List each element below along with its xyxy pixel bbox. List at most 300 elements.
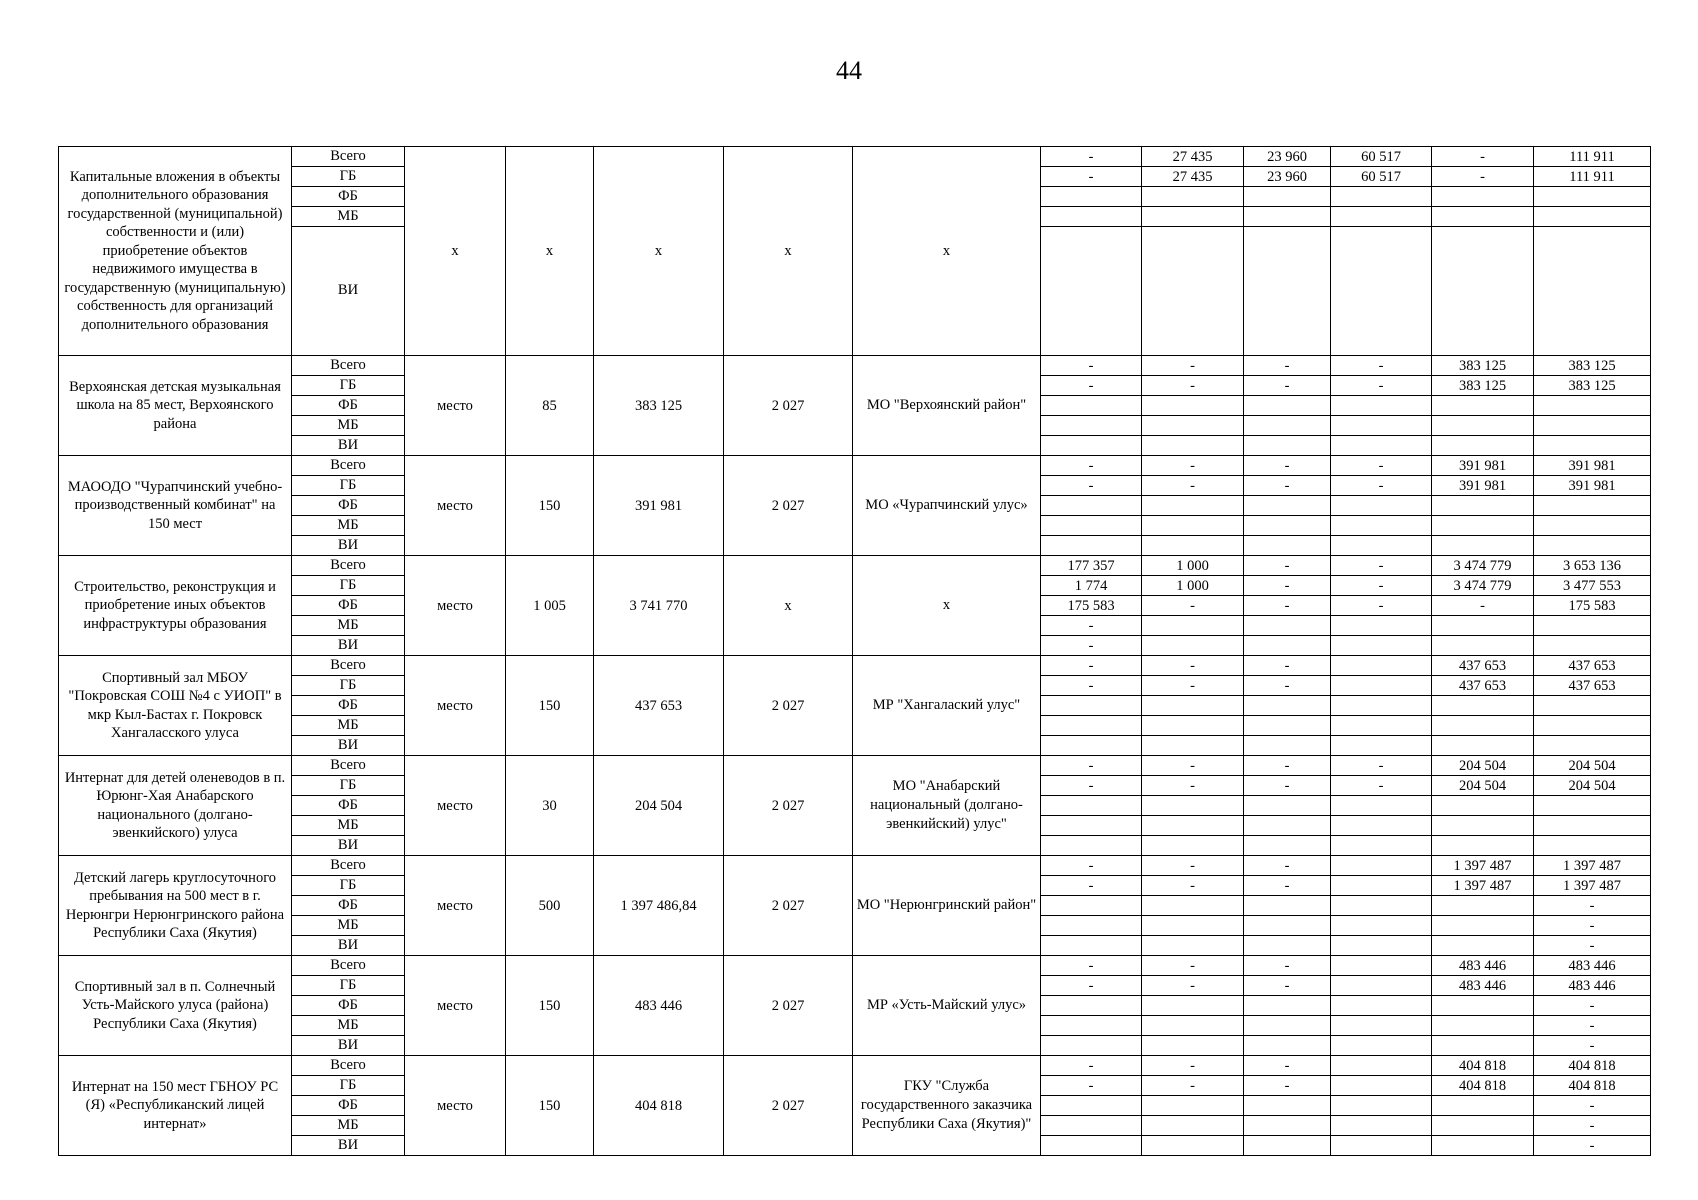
amount-cell	[1142, 896, 1244, 916]
table-row	[59, 956, 1651, 976]
year-cell: 2 027	[724, 756, 853, 856]
funding-source: Всего	[292, 756, 405, 776]
amount-cell: -	[1331, 596, 1432, 616]
amount-cell	[1142, 536, 1244, 556]
amount-cell	[1534, 227, 1651, 356]
amount-cell: -	[1041, 976, 1142, 996]
funding-source: ВИ	[292, 836, 405, 856]
amount-cell	[1041, 996, 1142, 1016]
amount-cell: -	[1244, 656, 1331, 676]
cost-cell: 204 504	[594, 756, 724, 856]
amount-cell	[1041, 896, 1142, 916]
funding-source: МБ	[292, 516, 405, 536]
funding-source: МБ	[292, 916, 405, 936]
amount-cell	[1041, 1016, 1142, 1036]
amount-cell: 111 911	[1534, 167, 1651, 187]
amount-cell: 404 818	[1534, 1076, 1651, 1096]
amount-cell: 391 981	[1432, 476, 1534, 496]
amount-cell: -	[1142, 596, 1244, 616]
object-name: Интернат на 150 мест ГБНОУ РС (Я) «Республиканский лицей интернат»	[59, 1056, 292, 1156]
amount-cell	[1432, 416, 1534, 436]
amount-cell	[1534, 496, 1651, 516]
amount-cell	[1331, 876, 1432, 896]
administrator-cell: МР "Хангалаский улус"	[853, 656, 1041, 756]
amount-cell: -	[1244, 756, 1331, 776]
amount-cell	[1244, 896, 1331, 916]
object-name: Капитальные вложения в объекты дополнительного образования государственной (муниципальной) собственности и (или) приобретение объектов недвижимого имущества в государственную (муниципальную) собственность для организаций дополнительного образования	[59, 147, 292, 356]
amount-cell: -	[1534, 1116, 1651, 1136]
amount-cell	[1041, 496, 1142, 516]
amount-cell	[1534, 636, 1651, 656]
amount-cell	[1244, 1136, 1331, 1156]
amount-cell: -	[1041, 776, 1142, 796]
amount-cell	[1244, 416, 1331, 436]
amount-cell	[1041, 696, 1142, 716]
funding-source: ГБ	[292, 876, 405, 896]
amount-cell: -	[1041, 636, 1142, 656]
amount-cell: -	[1142, 356, 1244, 376]
amount-cell	[1331, 656, 1432, 676]
funding-source: ФБ	[292, 596, 405, 616]
amount-cell: -	[1244, 876, 1331, 896]
amount-cell: 1 000	[1142, 556, 1244, 576]
amount-cell	[1331, 916, 1432, 936]
funding-source: МБ	[292, 207, 405, 227]
amount-cell	[1534, 736, 1651, 756]
amount-cell: 437 653	[1534, 656, 1651, 676]
amount-cell	[1331, 1076, 1432, 1096]
amount-cell	[1244, 996, 1331, 1016]
amount-cell: 1 397 487	[1432, 876, 1534, 896]
amount-cell	[1331, 616, 1432, 636]
amount-cell	[1142, 396, 1244, 416]
amount-cell: 437 653	[1534, 676, 1651, 696]
table-row	[59, 356, 1651, 376]
amount-cell	[1041, 1036, 1142, 1056]
funding-source: ГБ	[292, 976, 405, 996]
amount-cell: -	[1142, 376, 1244, 396]
amount-cell: 3 653 136	[1534, 556, 1651, 576]
amount-cell	[1432, 1036, 1534, 1056]
amount-cell: -	[1041, 676, 1142, 696]
amount-cell: -	[1041, 756, 1142, 776]
amount-cell	[1432, 836, 1534, 856]
amount-cell	[1331, 1016, 1432, 1036]
amount-cell	[1244, 536, 1331, 556]
table-row	[59, 147, 1651, 167]
cost-cell: х	[594, 147, 724, 356]
funding-source: Всего	[292, 456, 405, 476]
amount-cell: -	[1331, 756, 1432, 776]
amount-cell	[1244, 816, 1331, 836]
amount-cell	[1331, 516, 1432, 536]
amount-cell	[1432, 1016, 1534, 1036]
table-row	[59, 756, 1651, 776]
funding-source: ГБ	[292, 1076, 405, 1096]
amount-cell	[1244, 616, 1331, 636]
unit-cell: место	[405, 956, 506, 1056]
year-cell: 2 027	[724, 956, 853, 1056]
amount-cell	[1142, 836, 1244, 856]
amount-cell: -	[1534, 1016, 1651, 1036]
object-name: Интернат для детей оленеводов в п. Юрюнг-Хая Анабарского национального (долгано-эвенкийского) улуса	[59, 756, 292, 856]
amount-cell: -	[1142, 856, 1244, 876]
year-cell: 2 027	[724, 1056, 853, 1156]
amount-cell: -	[1244, 1056, 1331, 1076]
amount-cell	[1432, 736, 1534, 756]
amount-cell: 175 583	[1041, 596, 1142, 616]
amount-cell: -	[1041, 167, 1142, 187]
administrator-cell: х	[853, 556, 1041, 656]
funding-source: ВИ	[292, 1136, 405, 1156]
amount-cell	[1244, 636, 1331, 656]
capacity-cell: 85	[506, 356, 594, 456]
funding-source: ГБ	[292, 167, 405, 187]
funding-source: МБ	[292, 816, 405, 836]
cost-cell: 383 125	[594, 356, 724, 456]
amount-cell	[1041, 436, 1142, 456]
amount-cell: 391 981	[1432, 456, 1534, 476]
amount-cell: -	[1142, 776, 1244, 796]
amount-cell	[1432, 187, 1534, 207]
amount-cell	[1331, 1036, 1432, 1056]
funding-source: ВИ	[292, 436, 405, 456]
amount-cell	[1142, 436, 1244, 456]
amount-cell: -	[1244, 376, 1331, 396]
capacity-cell: 30	[506, 756, 594, 856]
funding-source: Всего	[292, 356, 405, 376]
amount-cell: -	[1534, 896, 1651, 916]
amount-cell	[1041, 796, 1142, 816]
amount-cell: -	[1041, 376, 1142, 396]
amount-cell: -	[1041, 656, 1142, 676]
amount-cell	[1331, 187, 1432, 207]
amount-cell	[1331, 996, 1432, 1016]
amount-cell	[1331, 436, 1432, 456]
object-name: Строительство, реконструкция и приобретение иных объектов инфраструктуры образования	[59, 556, 292, 656]
amount-cell: -	[1331, 376, 1432, 396]
amount-cell: -	[1534, 916, 1651, 936]
amount-cell	[1331, 496, 1432, 516]
amount-cell	[1142, 916, 1244, 936]
cost-cell: 483 446	[594, 956, 724, 1056]
amount-cell	[1142, 1136, 1244, 1156]
funding-source: Всего	[292, 856, 405, 876]
amount-cell: 204 504	[1534, 756, 1651, 776]
amount-cell	[1534, 396, 1651, 416]
capacity-cell: 150	[506, 956, 594, 1056]
amount-cell	[1331, 1096, 1432, 1116]
amount-cell	[1041, 1116, 1142, 1136]
amount-cell: 383 125	[1432, 376, 1534, 396]
amount-cell	[1041, 736, 1142, 756]
amount-cell: -	[1041, 147, 1142, 167]
amount-cell	[1142, 716, 1244, 736]
amount-cell	[1041, 1096, 1142, 1116]
amount-cell: 3 477 553	[1534, 576, 1651, 596]
amount-cell: 1 000	[1142, 576, 1244, 596]
amount-cell	[1142, 496, 1244, 516]
amount-cell	[1432, 896, 1534, 916]
amount-cell	[1432, 227, 1534, 356]
capacity-cell: 150	[506, 656, 594, 756]
amount-cell: 27 435	[1142, 147, 1244, 167]
amount-cell	[1244, 696, 1331, 716]
amount-cell: 383 125	[1534, 356, 1651, 376]
page-number: 44	[836, 56, 862, 85]
amount-cell	[1142, 416, 1244, 436]
amount-cell	[1041, 816, 1142, 836]
amount-cell: -	[1142, 876, 1244, 896]
amount-cell	[1041, 536, 1142, 556]
administrator-cell: МО "Верхоянский район"	[853, 356, 1041, 456]
amount-cell	[1331, 936, 1432, 956]
amount-cell	[1142, 816, 1244, 836]
year-cell: 2 027	[724, 456, 853, 556]
amount-cell: -	[1244, 556, 1331, 576]
funding-source: ГБ	[292, 776, 405, 796]
amount-cell	[1534, 207, 1651, 227]
year-cell: 2 027	[724, 356, 853, 456]
funding-source: ФБ	[292, 1096, 405, 1116]
table-row	[59, 556, 1651, 576]
amount-cell: 1 397 487	[1534, 876, 1651, 896]
unit-cell: место	[405, 356, 506, 456]
amount-cell: 437 653	[1432, 656, 1534, 676]
amount-cell: 1 397 487	[1534, 856, 1651, 876]
table-row	[59, 856, 1651, 876]
amount-cell	[1534, 616, 1651, 636]
amount-cell	[1244, 716, 1331, 736]
amount-cell: 437 653	[1432, 676, 1534, 696]
amount-cell: 3 474 779	[1432, 576, 1534, 596]
amount-cell	[1244, 436, 1331, 456]
amount-cell	[1432, 636, 1534, 656]
amount-cell	[1432, 936, 1534, 956]
amount-cell	[1534, 716, 1651, 736]
administrator-cell: МО "Анабарский национальный (долгано-эвенкийский) улус"	[853, 756, 1041, 856]
amount-cell	[1041, 207, 1142, 227]
amount-cell: 60 517	[1331, 147, 1432, 167]
amount-cell	[1142, 1116, 1244, 1136]
funding-source: ВИ	[292, 227, 405, 356]
amount-cell: -	[1142, 456, 1244, 476]
amount-cell	[1041, 1136, 1142, 1156]
cost-cell: 3 741 770	[594, 556, 724, 656]
amount-cell	[1331, 836, 1432, 856]
amount-cell	[1142, 996, 1244, 1016]
amount-cell: 404 818	[1534, 1056, 1651, 1076]
amount-cell: 404 818	[1432, 1056, 1534, 1076]
amount-cell: -	[1331, 476, 1432, 496]
amount-cell	[1432, 1136, 1534, 1156]
amount-cell	[1142, 1096, 1244, 1116]
funding-source: ФБ	[292, 396, 405, 416]
amount-cell	[1534, 187, 1651, 207]
amount-cell	[1331, 956, 1432, 976]
amount-cell	[1432, 1096, 1534, 1116]
funding-source: ФБ	[292, 996, 405, 1016]
amount-cell	[1432, 996, 1534, 1016]
amount-cell	[1331, 207, 1432, 227]
amount-cell	[1331, 676, 1432, 696]
amount-cell	[1534, 696, 1651, 716]
amount-cell: -	[1432, 147, 1534, 167]
amount-cell	[1142, 696, 1244, 716]
amount-cell	[1331, 227, 1432, 356]
funding-source: МБ	[292, 1116, 405, 1136]
unit-cell: место	[405, 656, 506, 756]
amount-cell	[1244, 796, 1331, 816]
amount-cell	[1142, 796, 1244, 816]
amount-cell: 3 474 779	[1432, 556, 1534, 576]
amount-cell	[1331, 796, 1432, 816]
funding-source: МБ	[292, 1016, 405, 1036]
amount-cell	[1244, 1096, 1331, 1116]
object-name: Верхоянская детская музыкальная школа на 85 мест, Верхоянского района	[59, 356, 292, 456]
amount-cell: -	[1142, 1076, 1244, 1096]
amount-cell	[1534, 836, 1651, 856]
amount-cell	[1432, 536, 1534, 556]
amount-cell	[1244, 916, 1331, 936]
funding-source: МБ	[292, 716, 405, 736]
amount-cell	[1432, 916, 1534, 936]
cost-cell: 1 397 486,84	[594, 856, 724, 956]
amount-cell	[1432, 796, 1534, 816]
unit-cell: место	[405, 756, 506, 856]
amount-cell: 175 583	[1534, 596, 1651, 616]
amount-cell: 204 504	[1432, 776, 1534, 796]
amount-cell: -	[1244, 956, 1331, 976]
amount-cell	[1244, 187, 1331, 207]
funding-source: ВИ	[292, 636, 405, 656]
amount-cell	[1142, 636, 1244, 656]
amount-cell: -	[1244, 1076, 1331, 1096]
amount-cell: 1 774	[1041, 576, 1142, 596]
funding-source: ВИ	[292, 736, 405, 756]
funding-source: ВИ	[292, 1036, 405, 1056]
amount-cell: -	[1534, 936, 1651, 956]
amount-cell: -	[1244, 596, 1331, 616]
amount-cell: -	[1142, 956, 1244, 976]
amount-cell	[1142, 1036, 1244, 1056]
year-cell: х	[724, 147, 853, 356]
capacity-cell: 150	[506, 456, 594, 556]
investment-table	[58, 146, 1651, 1156]
object-name: Спортивный зал МБОУ "Покровская СОШ №4 с УИОП" в мкр Кыл-Бастах г. Покровск Хангаласского улуса	[59, 656, 292, 756]
amount-cell: -	[1041, 856, 1142, 876]
amount-cell	[1142, 936, 1244, 956]
amount-cell: -	[1331, 576, 1432, 596]
amount-cell: 23 960	[1244, 167, 1331, 187]
amount-cell: -	[1041, 956, 1142, 976]
capacity-cell: 500	[506, 856, 594, 956]
amount-cell: -	[1041, 876, 1142, 896]
amount-cell: -	[1244, 456, 1331, 476]
amount-cell	[1331, 896, 1432, 916]
funding-source: ВИ	[292, 936, 405, 956]
amount-cell: -	[1142, 476, 1244, 496]
amount-cell: 483 446	[1534, 976, 1651, 996]
amount-cell	[1534, 796, 1651, 816]
amount-cell: 111 911	[1534, 147, 1651, 167]
unit-cell: х	[405, 147, 506, 356]
amount-cell	[1534, 536, 1651, 556]
funding-source: Всего	[292, 656, 405, 676]
funding-source: ФБ	[292, 896, 405, 916]
funding-source: ФБ	[292, 696, 405, 716]
amount-cell	[1331, 976, 1432, 996]
amount-cell	[1244, 396, 1331, 416]
amount-cell	[1041, 836, 1142, 856]
funding-source: МБ	[292, 416, 405, 436]
amount-cell: -	[1041, 616, 1142, 636]
amount-cell: -	[1244, 676, 1331, 696]
amount-cell: 383 125	[1432, 356, 1534, 376]
amount-cell	[1331, 736, 1432, 756]
amount-cell: -	[1432, 167, 1534, 187]
amount-cell: -	[1534, 1036, 1651, 1056]
amount-cell: -	[1244, 356, 1331, 376]
amount-cell: 404 818	[1432, 1076, 1534, 1096]
amount-cell: 383 125	[1534, 376, 1651, 396]
amount-cell	[1244, 1116, 1331, 1136]
amount-cell	[1244, 207, 1331, 227]
amount-cell	[1142, 616, 1244, 636]
amount-cell	[1331, 1136, 1432, 1156]
year-cell: 2 027	[724, 856, 853, 956]
amount-cell: -	[1331, 776, 1432, 796]
amount-cell: 177 357	[1041, 556, 1142, 576]
amount-cell: -	[1041, 356, 1142, 376]
funding-source: Всего	[292, 147, 405, 167]
amount-cell	[1244, 836, 1331, 856]
amount-cell	[1432, 496, 1534, 516]
amount-cell: 483 446	[1432, 956, 1534, 976]
amount-cell: -	[1041, 1056, 1142, 1076]
capacity-cell: 1 005	[506, 556, 594, 656]
object-name: Детский лагерь круглосуточного пребывания на 500 мест в г. Нерюнгри Нерюнгринского района Республики Саха (Якутия)	[59, 856, 292, 956]
amount-cell: 483 446	[1432, 976, 1534, 996]
funding-source: МБ	[292, 616, 405, 636]
amount-cell	[1534, 816, 1651, 836]
unit-cell: место	[405, 456, 506, 556]
amount-cell	[1041, 716, 1142, 736]
funding-source: ГБ	[292, 376, 405, 396]
amount-cell: 23 960	[1244, 147, 1331, 167]
table-row	[59, 1056, 1651, 1076]
amount-cell	[1244, 736, 1331, 756]
amount-cell	[1432, 616, 1534, 636]
amount-cell	[1041, 187, 1142, 207]
funding-source: ГБ	[292, 476, 405, 496]
amount-cell	[1432, 816, 1534, 836]
amount-cell: -	[1534, 996, 1651, 1016]
amount-cell: -	[1041, 1076, 1142, 1096]
amount-cell: 204 504	[1534, 776, 1651, 796]
year-cell: 2 027	[724, 656, 853, 756]
amount-cell	[1142, 516, 1244, 536]
amount-cell	[1244, 936, 1331, 956]
amount-cell	[1142, 1016, 1244, 1036]
amount-cell	[1244, 227, 1331, 356]
amount-cell	[1244, 516, 1331, 536]
capacity-cell: 150	[506, 1056, 594, 1156]
funding-source: ФБ	[292, 187, 405, 207]
amount-cell: -	[1534, 1096, 1651, 1116]
unit-cell: место	[405, 1056, 506, 1156]
amount-cell: 391 981	[1534, 476, 1651, 496]
